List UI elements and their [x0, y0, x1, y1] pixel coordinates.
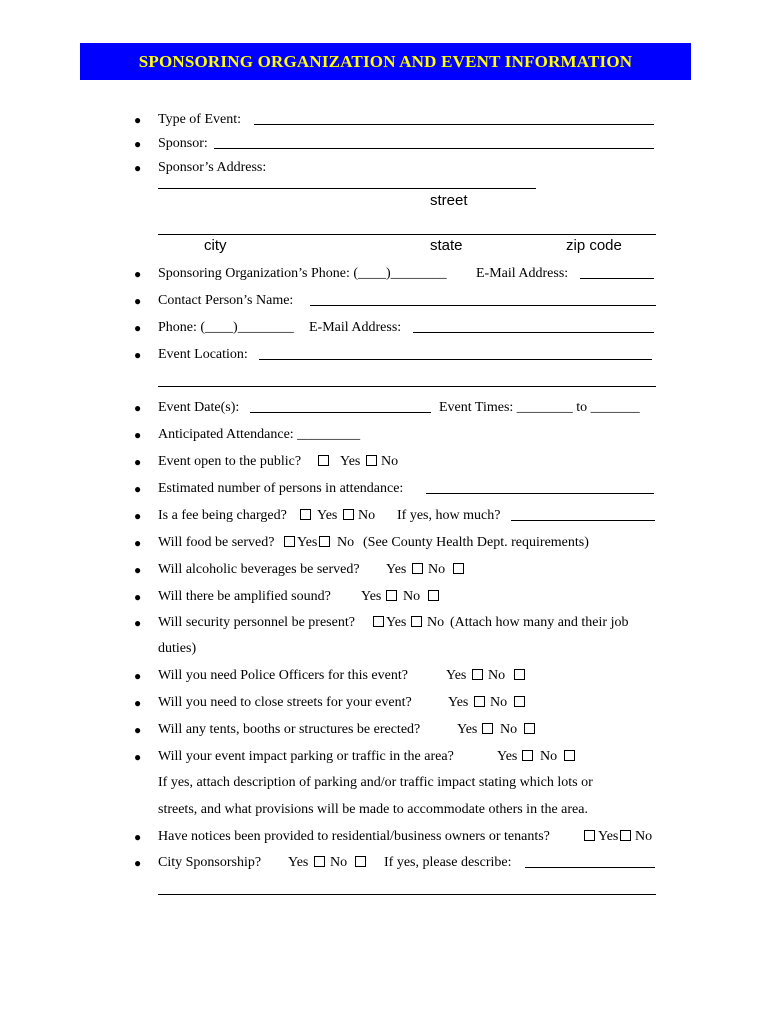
- bullet: ●: [134, 401, 142, 415]
- field-label: Event open to the public?: [158, 454, 302, 469]
- checkbox[interactable]: [522, 750, 533, 761]
- street-label: street: [430, 192, 468, 209]
- note-text: If yes, attach description of parking and/or traffic impact stating which lots or: [158, 775, 593, 790]
- yes-label: Yes: [448, 695, 469, 710]
- field-label: If yes, please describe:: [384, 855, 512, 870]
- list-item: [0, 693, 770, 713]
- checkbox[interactable]: [620, 830, 631, 841]
- bullet: ●: [134, 267, 142, 281]
- field-label: Phone: (____)________: [158, 320, 294, 335]
- dates-line[interactable]: [250, 412, 431, 413]
- field-label: duties): [158, 641, 197, 656]
- yes-label: Yes: [598, 829, 619, 844]
- list-item: [0, 158, 770, 178]
- contact-line[interactable]: [310, 305, 656, 306]
- checkbox[interactable]: [318, 455, 329, 466]
- field-label: E-Mail Address:: [476, 266, 569, 281]
- yes-label: Yes: [297, 535, 318, 550]
- street-line[interactable]: [158, 188, 536, 189]
- list-item: [0, 533, 770, 553]
- checkbox[interactable]: [412, 563, 423, 574]
- no-label: No: [490, 695, 508, 710]
- checkbox[interactable]: [514, 669, 525, 680]
- city-label: city: [204, 237, 227, 254]
- bullet: ●: [134, 563, 142, 577]
- list-item: [0, 264, 770, 284]
- yes-label: Yes: [340, 454, 361, 469]
- checkbox[interactable]: [300, 509, 311, 520]
- field-label: Anticipated Attendance: _________: [158, 427, 361, 442]
- list-item: [0, 479, 770, 499]
- checkbox[interactable]: [355, 856, 366, 867]
- yes-label: Yes: [457, 722, 478, 737]
- note-text: streets, and what provisions will be made to accommodate others in the area.: [158, 802, 588, 817]
- bullet: ●: [134, 455, 142, 469]
- bullet: ●: [134, 830, 142, 844]
- no-label: No: [500, 722, 518, 737]
- no-label: No: [428, 562, 446, 577]
- field-label: Have notices been provided to residential/business owners or tenants?: [158, 829, 550, 844]
- list-item: [0, 452, 770, 472]
- checkbox[interactable]: [482, 723, 493, 734]
- field-label: Type of Event:: [158, 112, 241, 127]
- list-item: [0, 425, 770, 445]
- bullet: ●: [134, 669, 142, 683]
- list-item: [0, 291, 770, 311]
- location-line[interactable]: [259, 359, 652, 360]
- yes-label: Yes: [446, 668, 467, 683]
- list-item: [0, 506, 770, 526]
- field-label: Will you need Police Officers for this event?: [158, 668, 408, 683]
- bullet: ●: [134, 161, 142, 175]
- checkbox[interactable]: [366, 455, 377, 466]
- list-item: [0, 398, 770, 418]
- field-label: Will food be served?: [158, 535, 275, 550]
- list-item: [0, 345, 770, 365]
- field-label: Will security personnel be present?: [158, 615, 355, 630]
- field-label: Sponsoring Organization’s Phone: (____)________: [158, 266, 447, 281]
- field-label: Contact Person’s Name:: [158, 293, 294, 308]
- field-label: Will any tents, booths or structures be erected?: [158, 722, 421, 737]
- field-label: (See County Health Dept. requirements): [363, 535, 589, 550]
- yes-label: Yes: [497, 749, 518, 764]
- field-label: Event Location:: [158, 347, 248, 362]
- list-item: [0, 560, 770, 580]
- checkbox[interactable]: [564, 750, 575, 761]
- bullet: ●: [134, 616, 142, 630]
- checkbox[interactable]: [319, 536, 330, 547]
- no-label: No: [330, 855, 348, 870]
- list-item-continuation: [0, 639, 770, 659]
- bullet: ●: [134, 348, 142, 362]
- checkbox[interactable]: [314, 856, 325, 867]
- field-label: If yes, how much?: [397, 508, 501, 523]
- yes-label: Yes: [386, 615, 407, 630]
- no-label: No: [358, 508, 376, 523]
- zip-label: zip code: [566, 237, 622, 254]
- bullet: ●: [134, 482, 142, 496]
- no-label: No: [337, 535, 355, 550]
- bullet: ●: [134, 113, 142, 127]
- location-line-2[interactable]: [158, 386, 656, 387]
- list-item: [0, 318, 770, 338]
- no-label: No: [403, 589, 421, 604]
- bullet: ●: [134, 536, 142, 550]
- checkbox[interactable]: [284, 536, 295, 547]
- bullet: ●: [134, 723, 142, 737]
- field-label: Event Date(s):: [158, 400, 240, 415]
- bullet: ●: [134, 590, 142, 604]
- checkbox[interactable]: [373, 616, 384, 627]
- checkbox[interactable]: [343, 509, 354, 520]
- field-label: City Sponsorship?: [158, 855, 262, 870]
- field-label: Is a fee being charged?: [158, 508, 287, 523]
- list-item: [0, 747, 770, 767]
- yes-label: Yes: [288, 855, 309, 870]
- list-item-continuation: [0, 800, 770, 820]
- section-header: [80, 43, 691, 80]
- sponsor-line[interactable]: [214, 148, 654, 149]
- bullet: ●: [134, 137, 142, 151]
- list-item-continuation: [0, 773, 770, 793]
- checkbox[interactable]: [474, 696, 485, 707]
- state-label: state: [430, 237, 463, 254]
- list-item: [0, 613, 770, 633]
- type-event-line[interactable]: [254, 124, 654, 125]
- checkbox[interactable]: [453, 563, 464, 574]
- field-label: Sponsor:: [158, 136, 208, 151]
- field-label: Estimated number of persons in attendance:: [158, 481, 404, 496]
- checkbox[interactable]: [514, 696, 525, 707]
- list-item: [0, 720, 770, 740]
- checkbox[interactable]: [386, 590, 397, 601]
- bullet: ●: [134, 856, 142, 870]
- bullet: ●: [134, 750, 142, 764]
- org-email-line[interactable]: [580, 278, 654, 279]
- estimated-line[interactable]: [426, 493, 654, 494]
- list-item: [0, 587, 770, 607]
- no-label: No: [488, 668, 506, 683]
- section-title: SPONSORING ORGANIZATION AND EVENT INFORMATION: [138, 51, 633, 71]
- bullet: ●: [134, 428, 142, 442]
- checkbox[interactable]: [411, 616, 422, 627]
- list-item: [0, 134, 770, 154]
- field-label: Will you need to close streets for your event?: [158, 695, 412, 710]
- describe-line-2[interactable]: [158, 894, 656, 895]
- describe-line[interactable]: [525, 867, 655, 868]
- field-label: Sponsor’s Address:: [158, 160, 267, 175]
- checkbox[interactable]: [524, 723, 535, 734]
- no-label: No: [427, 615, 445, 630]
- no-label: No: [381, 454, 399, 469]
- city-state-zip-line[interactable]: [158, 234, 656, 235]
- bullet: ●: [134, 509, 142, 523]
- no-label: No: [635, 829, 653, 844]
- list-item: [0, 110, 770, 130]
- bullet: ●: [134, 294, 142, 308]
- field-label: Will there be amplified sound?: [158, 589, 331, 604]
- checkbox[interactable]: [584, 830, 595, 841]
- checkbox[interactable]: [428, 590, 439, 601]
- checkbox[interactable]: [472, 669, 483, 680]
- fee-line[interactable]: [511, 520, 655, 521]
- field-label: E-Mail Address:: [309, 320, 402, 335]
- bullet: ●: [134, 696, 142, 710]
- bullet: ●: [134, 321, 142, 335]
- yes-label: Yes: [361, 589, 382, 604]
- list-item: [0, 666, 770, 686]
- field-label: (Attach how many and their job: [450, 615, 629, 630]
- no-label: No: [540, 749, 558, 764]
- list-item: [0, 853, 770, 873]
- field-label: Event Times: ________ to _______: [439, 400, 640, 415]
- yes-label: Yes: [386, 562, 407, 577]
- yes-label: Yes: [317, 508, 338, 523]
- field-label: Will your event impact parking or traffic in the area?: [158, 749, 454, 764]
- field-label: Will alcoholic beverages be served?: [158, 562, 360, 577]
- list-item: [0, 827, 770, 847]
- contact-email-line[interactable]: [413, 332, 654, 333]
